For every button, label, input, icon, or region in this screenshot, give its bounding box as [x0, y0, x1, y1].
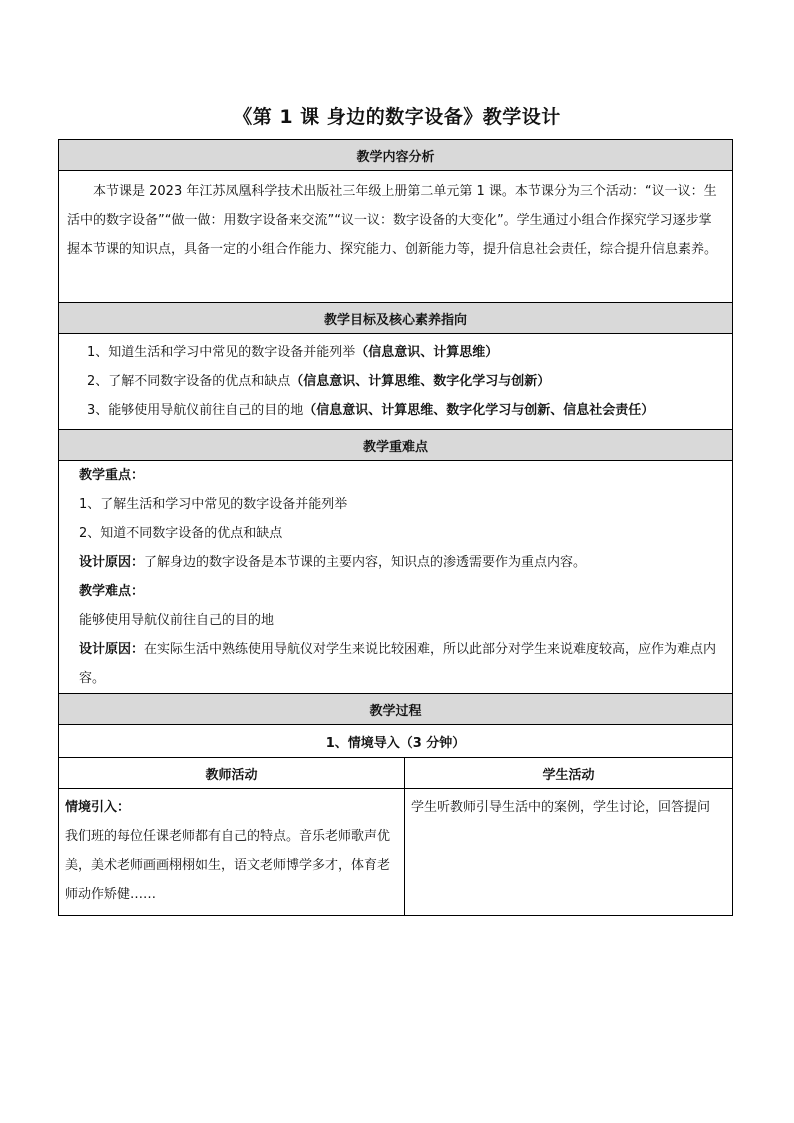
keypoints-heading: 教学重难点	[59, 430, 733, 461]
difficulty-reason: 设计原因：在实际生活中熟练使用导航仪对学生来说比较困难，所以此部分对学生来说难度较高，应作为难点内容。	[79, 642, 717, 686]
activity-content-row	[59, 789, 733, 916]
analysis-text: 本节课是 2023 年江苏凤凰科学技术出版社三年级上册第二单元第 1 课。本节课分为三个活动：“议一议：生活中的数字设备”“做一做：用数字设备来交流”“议一议：数字设备的大变化”。学生通过小组合作探究学习逐步掌握本节课的知识点，具备一定的小组合作能力、探究能力、创新能力等，提升信息社会责任，综合提升信息素养。	[67, 184, 718, 257]
process-step-row	[59, 725, 733, 758]
analysis-heading: 教学内容分析	[59, 140, 733, 171]
goals-heading: 教学目标及核心素养指向	[59, 303, 733, 334]
student-activity-cell	[405, 789, 733, 916]
analysis-content-row	[59, 171, 733, 303]
student-activity-text: 学生听教师引导生活中的案例，学生讨论，回答提问	[411, 800, 711, 815]
key-label: 教学重点：	[79, 468, 145, 483]
activity-columns-row	[59, 758, 733, 789]
difficulty-label: 教学难点：	[79, 584, 145, 599]
process-step-title: 1、情境导入（3 分钟）	[59, 725, 733, 758]
page-title: 《第 1 课 身边的数字设备》教学设计	[233, 106, 561, 128]
process-heading: 教学过程	[59, 694, 733, 725]
lesson-plan-table	[58, 139, 733, 916]
goals-header-row	[59, 303, 733, 334]
student-activity-header: 学生活动	[405, 758, 733, 789]
key-item: 2、知道不同数字设备的优点和缺点	[79, 526, 283, 541]
key-reason: 设计原因：了解身边的数字设备是本节课的主要内容，知识点的渗透需要作为重点内容。	[79, 555, 587, 570]
teacher-activity-cell	[59, 789, 405, 916]
teacher-activity-header: 教师活动	[59, 758, 405, 789]
keypoints-content-row	[59, 461, 733, 694]
goals-content-row	[59, 334, 733, 430]
difficulty-item: 能够使用导航仪前往自己的目的地	[79, 613, 275, 628]
keypoints-header-row	[59, 430, 733, 461]
goal-item: 1、知道生活和学习中常见的数字设备并能列举（信息意识、计算思维）	[87, 345, 499, 360]
teacher-activity-text: 我们班的每位任课老师都有自己的特点。音乐老师歌声优美，美术老师画画栩栩如生，语文老师博学多才，体育老师动作矫健……	[65, 829, 391, 902]
teacher-activity-label: 情境引入：	[65, 800, 131, 815]
key-item: 1、了解生活和学习中常见的数字设备并能列举	[79, 497, 348, 512]
analysis-header-row	[59, 140, 733, 171]
process-header-row	[59, 694, 733, 725]
goal-item: 2、了解不同数字设备的优点和缺点（信息意识、计算思维、数字化学习与创新）	[87, 374, 551, 389]
goal-item: 3、能够使用导航仪前往自己的目的地（信息意识、计算思维、数字化学习与创新、信息社会责任）	[87, 403, 655, 418]
